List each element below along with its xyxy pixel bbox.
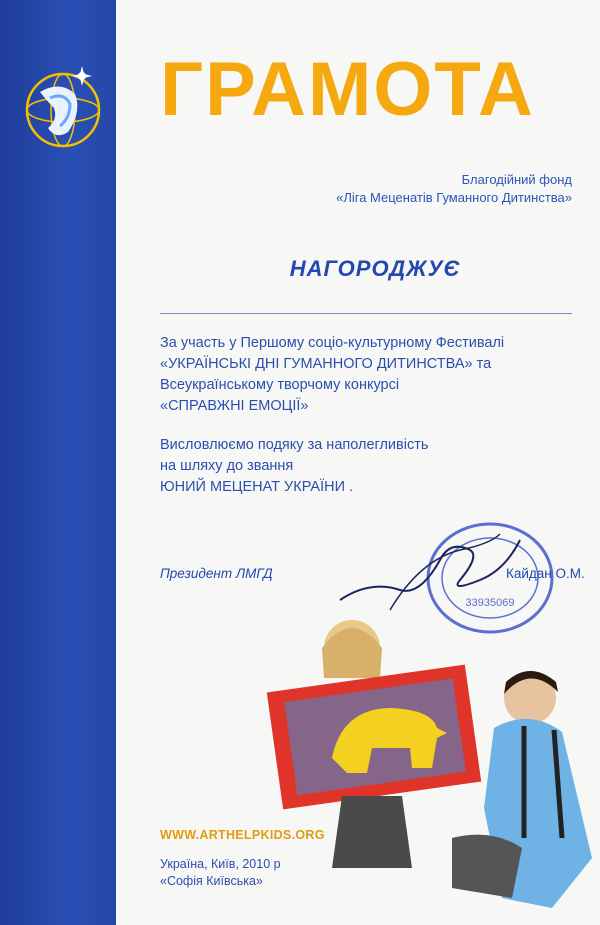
president-label: Президент ЛМГД xyxy=(160,566,273,581)
signature-icon xyxy=(330,520,530,620)
thanks-line-2: на шляху до звання xyxy=(160,458,294,474)
award-heading: НАГОРОДЖУЄ xyxy=(289,256,461,281)
spacer xyxy=(160,417,590,435)
children-painting-photo xyxy=(262,608,598,920)
thanks-line-1: Висловлюємо подяку за наполегливість xyxy=(160,437,429,453)
body-line-4: «СПРАВЖНІ ЕМОЦІЇ» xyxy=(160,398,309,414)
title-text: ГРАМОТА xyxy=(160,47,535,132)
globe-logo-icon xyxy=(20,62,106,152)
certificate-title xyxy=(160,47,580,132)
address-line-2: «Софія Київська» xyxy=(160,874,263,888)
website-link[interactable]: WWW.ARTHELPKIDS.ORG xyxy=(160,828,325,842)
thanks-line-3: ЮНИЙ МЕЦЕНАТ УКРАЇНИ . xyxy=(160,479,354,495)
address-line-1: Україна, Київ, 2010 р xyxy=(160,857,281,871)
fund-line-1: Благодійний фонд xyxy=(461,172,572,187)
stamp-code: 33935069 xyxy=(465,597,515,609)
body-line-3: Всеукраїнському творчому конкурсі xyxy=(160,377,400,393)
divider xyxy=(160,313,572,314)
fund-line-2: «Ліга Меценатів Гуманного Дитинства» xyxy=(336,190,572,205)
certificate-body xyxy=(160,333,590,498)
body-line-2: «УКРАЇНСЬКІ ДНІ ГУМАННОГО ДИТИНСТВА» та xyxy=(160,356,492,372)
body-line-1: За участь у Першому соціо-культурному Фестивалі xyxy=(160,335,505,351)
president-name: Кайдан О.М. xyxy=(506,566,585,581)
